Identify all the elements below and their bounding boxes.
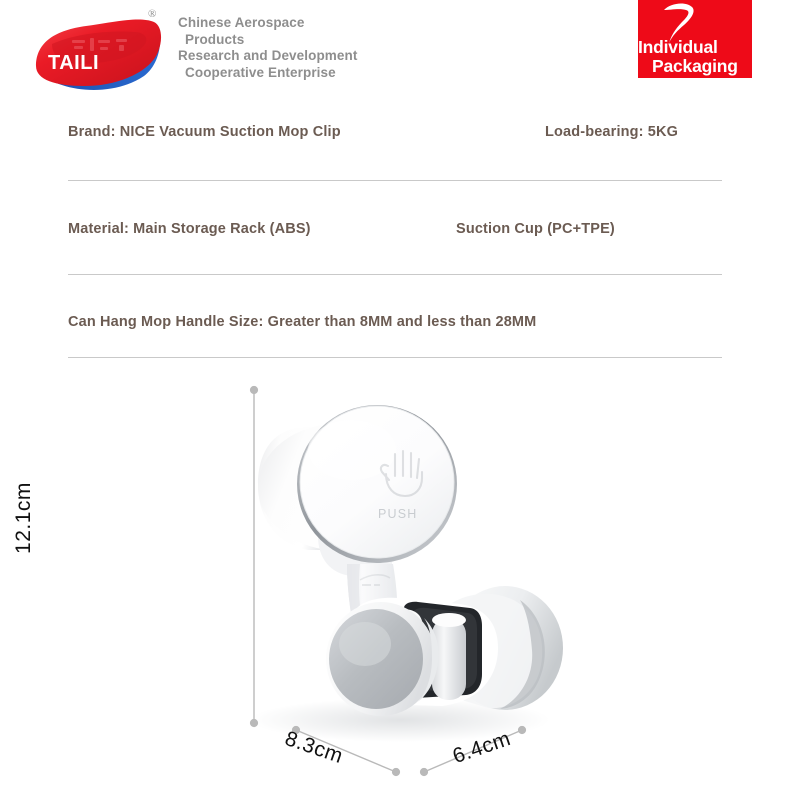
company-name bbox=[178, 15, 448, 81]
product-figure bbox=[0, 368, 800, 800]
spec-cell: Material: Main Storage Rack (ABS) bbox=[68, 221, 311, 237]
registered-trademark-icon: ® bbox=[148, 8, 157, 20]
push-label: PUSH bbox=[378, 507, 418, 521]
company-line-2: Products bbox=[185, 31, 245, 47]
dimension-depth-label: 6.4cm bbox=[449, 726, 514, 769]
spec-row bbox=[0, 102, 800, 192]
company-line-4: Cooperative Enterprise bbox=[185, 64, 336, 80]
dimension-width-label: 8.3cm bbox=[282, 726, 346, 769]
company-line-3: Research and Development bbox=[178, 48, 358, 64]
badge-line-1: Individual bbox=[638, 37, 718, 57]
page-header bbox=[0, 0, 800, 102]
spec-cell: Load-bearing: 5KG bbox=[545, 124, 679, 140]
spec-divider bbox=[68, 180, 722, 181]
company-line-1: Chinese Aerospace bbox=[178, 15, 305, 30]
spec-row bbox=[0, 286, 800, 370]
spec-divider bbox=[68, 357, 722, 358]
badge-line-2: Packaging bbox=[652, 56, 738, 76]
badge-label bbox=[638, 38, 800, 76]
dimension-height-label: 12.1cm bbox=[12, 482, 35, 554]
product-illustration bbox=[0, 368, 800, 800]
svg-text:TAILI: TAILI bbox=[48, 52, 100, 74]
spec-row bbox=[0, 192, 800, 286]
spec-divider bbox=[68, 274, 722, 275]
taili-logo bbox=[22, 6, 174, 98]
spec-table bbox=[0, 102, 800, 370]
spec-cell: Suction Cup (PC+TPE) bbox=[456, 221, 615, 237]
spec-cell: Brand: NICE Vacuum Suction Mop Clip bbox=[68, 124, 341, 140]
individual-packaging-badge bbox=[638, 0, 752, 78]
spec-cell: Can Hang Mop Handle Size: Greater than 8MM and less than 28MM bbox=[68, 314, 537, 330]
